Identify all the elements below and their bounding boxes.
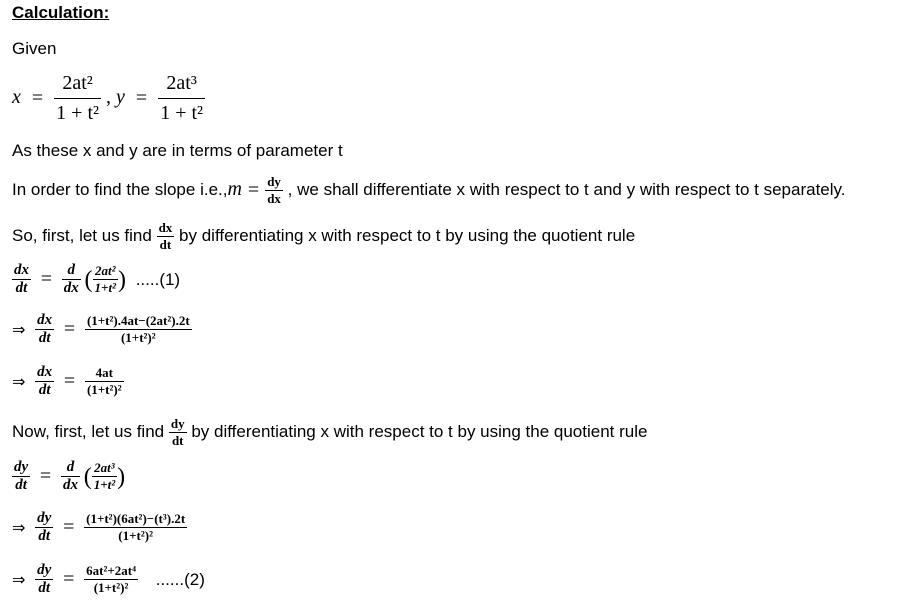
equation-1: [12, 262, 180, 297]
paren-close: ): [117, 463, 126, 490]
rhs-numerator: 6at²+2at⁴: [86, 563, 136, 578]
derivative-operator: [62, 262, 81, 297]
text-find-dxdt-before: So, first, let us find: [12, 225, 152, 245]
lhs-denominator: dt: [12, 279, 31, 297]
heading: [12, 3, 109, 23]
operator-denominator: dx: [62, 477, 78, 493]
equation-3: [12, 364, 124, 399]
dydt-lhs: [35, 510, 53, 545]
equation-2: [12, 312, 192, 347]
lhs-denominator: dt: [12, 476, 30, 494]
argument-fraction: [92, 460, 117, 493]
rhs-denominator: (1+t²)²: [84, 527, 187, 544]
rhs-fraction: [85, 313, 192, 346]
equation-5: [12, 510, 187, 545]
operator-numerator: d: [66, 459, 75, 475]
equals-sign: =: [63, 568, 75, 590]
lhs-numerator: dy: [14, 459, 29, 475]
rhs-denominator: (1+t²)²: [85, 329, 192, 346]
y-numerator: 2at³: [166, 72, 197, 94]
dxdt-lhs: [35, 312, 54, 347]
dydt-lhs: [12, 459, 30, 494]
lhs-numerator: dx: [37, 312, 53, 328]
derivative-operator: [61, 459, 80, 494]
y-fraction: [158, 72, 205, 125]
y-label: y: [116, 86, 125, 109]
lhs-numerator: dx: [37, 364, 53, 380]
slope-denominator: dx: [267, 191, 281, 206]
argument-numerator: 2at³: [94, 460, 115, 475]
dxdt-denominator: dt: [157, 236, 175, 253]
equation-4: [12, 459, 125, 494]
text-parameter-content: As these x and y are in terms of parameter t: [12, 141, 343, 160]
equals-sign: =: [63, 318, 76, 340]
lhs-denominator: dt: [35, 381, 54, 399]
dxdt-numerator: dx: [158, 220, 173, 235]
dydt-numerator: dy: [170, 416, 185, 431]
x-numerator: 2at²: [62, 72, 93, 94]
x-label: x: [12, 86, 21, 109]
y-denominator: 1 + t²: [158, 98, 205, 125]
lhs-denominator: dt: [35, 579, 53, 597]
equals-sign: =: [247, 179, 260, 201]
equals-sign: =: [39, 465, 52, 487]
dxdt-lhs: [35, 364, 54, 399]
equals-sign: =: [40, 268, 53, 290]
paren-close: ): [117, 266, 126, 293]
equals-sign: =: [31, 87, 44, 109]
rhs-fraction: [84, 563, 138, 596]
given-text: Given: [12, 39, 57, 58]
text-find-dydt-before: Now, first, let us find: [12, 421, 165, 441]
lhs-numerator: dx: [14, 262, 29, 278]
equation-tag-1: .....(1): [135, 269, 181, 289]
text-slope-before: In order to find the slope i.e.,: [12, 179, 228, 199]
text-slope: [12, 174, 845, 207]
m-label: m: [227, 177, 242, 200]
argument-numerator: 2at²: [94, 263, 116, 278]
implies-arrow: ⇒: [12, 518, 26, 537]
slope-fraction: [265, 174, 283, 207]
implies-arrow: ⇒: [12, 372, 26, 391]
x-denominator: 1 + t²: [54, 98, 101, 125]
dxdt-fraction: [157, 220, 175, 253]
dydt-denominator: dt: [169, 432, 187, 449]
rhs-fraction: [84, 511, 187, 544]
text-find-dxdt-after: by differentiating x with respect to t by using the quotient rule: [179, 225, 636, 245]
rhs-denominator: (1+t²)²: [84, 579, 138, 596]
argument-denominator: 1+t²: [94, 280, 116, 295]
paren-open: (: [84, 266, 93, 293]
lhs-denominator: dt: [35, 527, 53, 545]
equals-sign: =: [63, 516, 75, 538]
equation-tag-2: ......(2): [155, 569, 205, 589]
lhs-numerator: dy: [37, 510, 52, 526]
operator-numerator: d: [67, 262, 76, 278]
dydt-lhs: [35, 562, 53, 597]
text-find-dxdt: [12, 220, 635, 253]
text-find-dydt-after: by differentiating x with respect to t by using the quotient rule: [191, 421, 648, 441]
x-fraction: [54, 72, 101, 125]
lhs-denominator: dt: [35, 329, 54, 347]
paren-open: (: [83, 463, 92, 490]
operator-denominator: dx: [63, 280, 79, 296]
implies-arrow: ⇒: [12, 320, 26, 339]
lhs-numerator: dy: [37, 562, 52, 578]
rhs-numerator: 4at: [95, 365, 113, 380]
equation-6: [12, 562, 205, 597]
equation-given: [12, 72, 205, 125]
heading-text: Calculation:: [12, 3, 110, 22]
rhs-numerator: (1+t²)(6at²)−(t³).2t: [86, 511, 186, 526]
equals-sign: =: [135, 87, 148, 109]
rhs-denominator: (1+t²)²: [86, 382, 122, 397]
text-slope-after: , we shall differentiate x with respect to t and y with respect to t separately.: [287, 179, 846, 199]
argument-denominator: 1+t²: [93, 477, 116, 492]
comma-separator: ,: [106, 86, 112, 109]
dydt-fraction: [169, 416, 187, 449]
text-find-dydt: [12, 416, 647, 449]
implies-arrow: ⇒: [12, 570, 26, 589]
rhs-fraction: [85, 365, 124, 398]
slope-numerator: dy: [267, 174, 281, 189]
argument-fraction: [93, 263, 118, 296]
rhs-numerator: (1+t²).4at−(2at²).2t: [86, 313, 190, 328]
given-line: [12, 39, 56, 59]
text-parameter: [12, 141, 343, 161]
equals-sign: =: [63, 370, 76, 392]
dxdt-lhs: [12, 262, 31, 297]
